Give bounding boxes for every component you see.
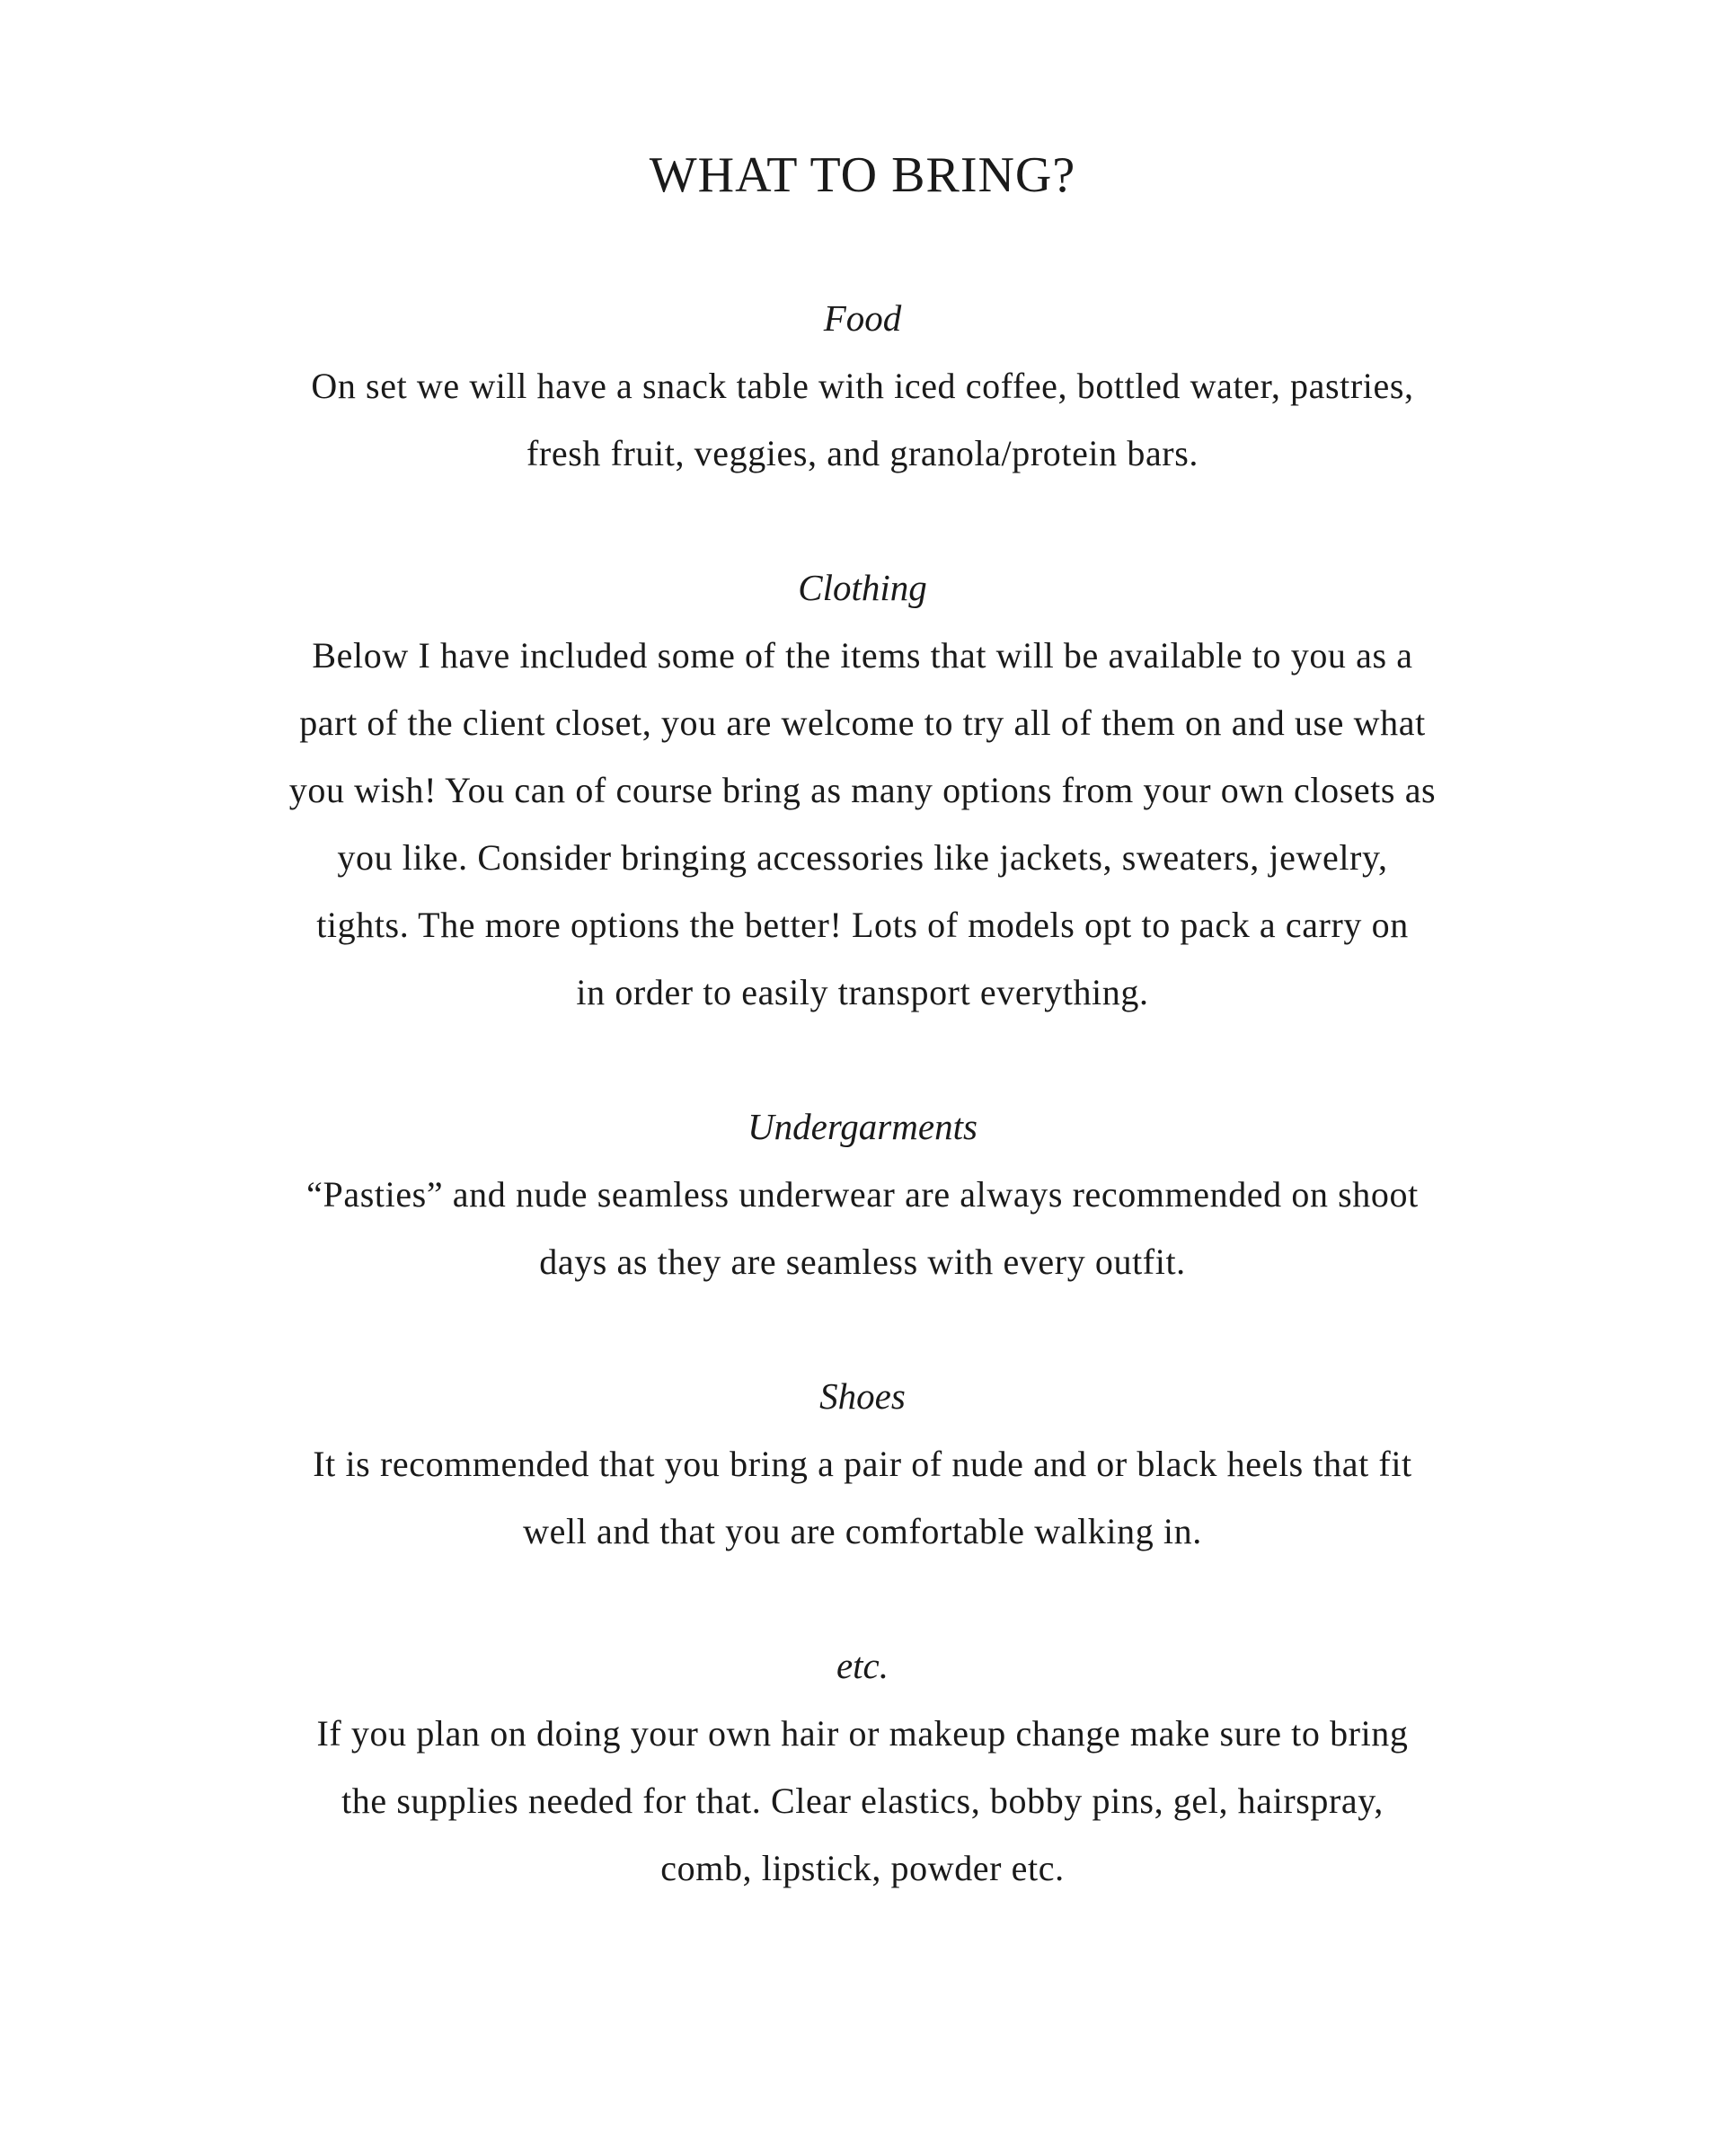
body-text-line: tights. The more options the better! Lots of models opt to pack a carry on [316, 905, 1409, 945]
body-text-line: you wish! You can of course bring as many options from your own closets as [288, 770, 1437, 810]
body-text-line: If you plan on doing your own hair or makeup change make sure to bring [316, 1713, 1409, 1754]
section-undergarments [0, 1093, 1725, 1295]
body-text-line: days as they are seamless with every outfit. [539, 1241, 1186, 1282]
section-shoes [0, 1363, 1725, 1565]
body-text-line: “Pasties” and nude seamless underwear are always recommended on shoot [306, 1174, 1419, 1215]
section-etc [0, 1632, 1725, 1902]
section-heading: etc. [836, 1645, 889, 1686]
section-heading: Undergarments [748, 1106, 978, 1147]
body-text-line: comb, lipstick, powder etc. [660, 1848, 1065, 1888]
sections [0, 285, 1725, 1902]
body-text-line: On set we will have a snack table with iced coffee, bottled water, pastries, [311, 366, 1414, 406]
body-text-line: fresh fruit, veggies, and granola/protein bars. [526, 433, 1199, 473]
body-text-line: in order to easily transport everything. [576, 972, 1149, 1012]
body-text-line: the supplies needed for that. Clear elastics, bobby pins, gel, hairspray, [341, 1780, 1384, 1821]
page-title: WHAT TO BRING? [649, 147, 1076, 203]
body-text-line: well and that you are comfortable walking in. [523, 1511, 1202, 1551]
body-text-line: Below I have included some of the items that will be available to you as a [312, 635, 1413, 676]
body-text-line: part of the client closet, you are welcome to try all of them on and use what [299, 702, 1426, 743]
body-text-line: It is recommended that you bring a pair of nude and or black heels that fit [313, 1444, 1412, 1484]
section-heading: Food [823, 297, 902, 339]
section-heading: Clothing [798, 567, 927, 608]
body-text-line: you like. Consider bringing accessories like jackets, sweaters, jewelry, [337, 837, 1388, 878]
section-heading: Shoes [819, 1375, 906, 1417]
section-clothing [0, 554, 1725, 1026]
section-food [0, 285, 1725, 487]
